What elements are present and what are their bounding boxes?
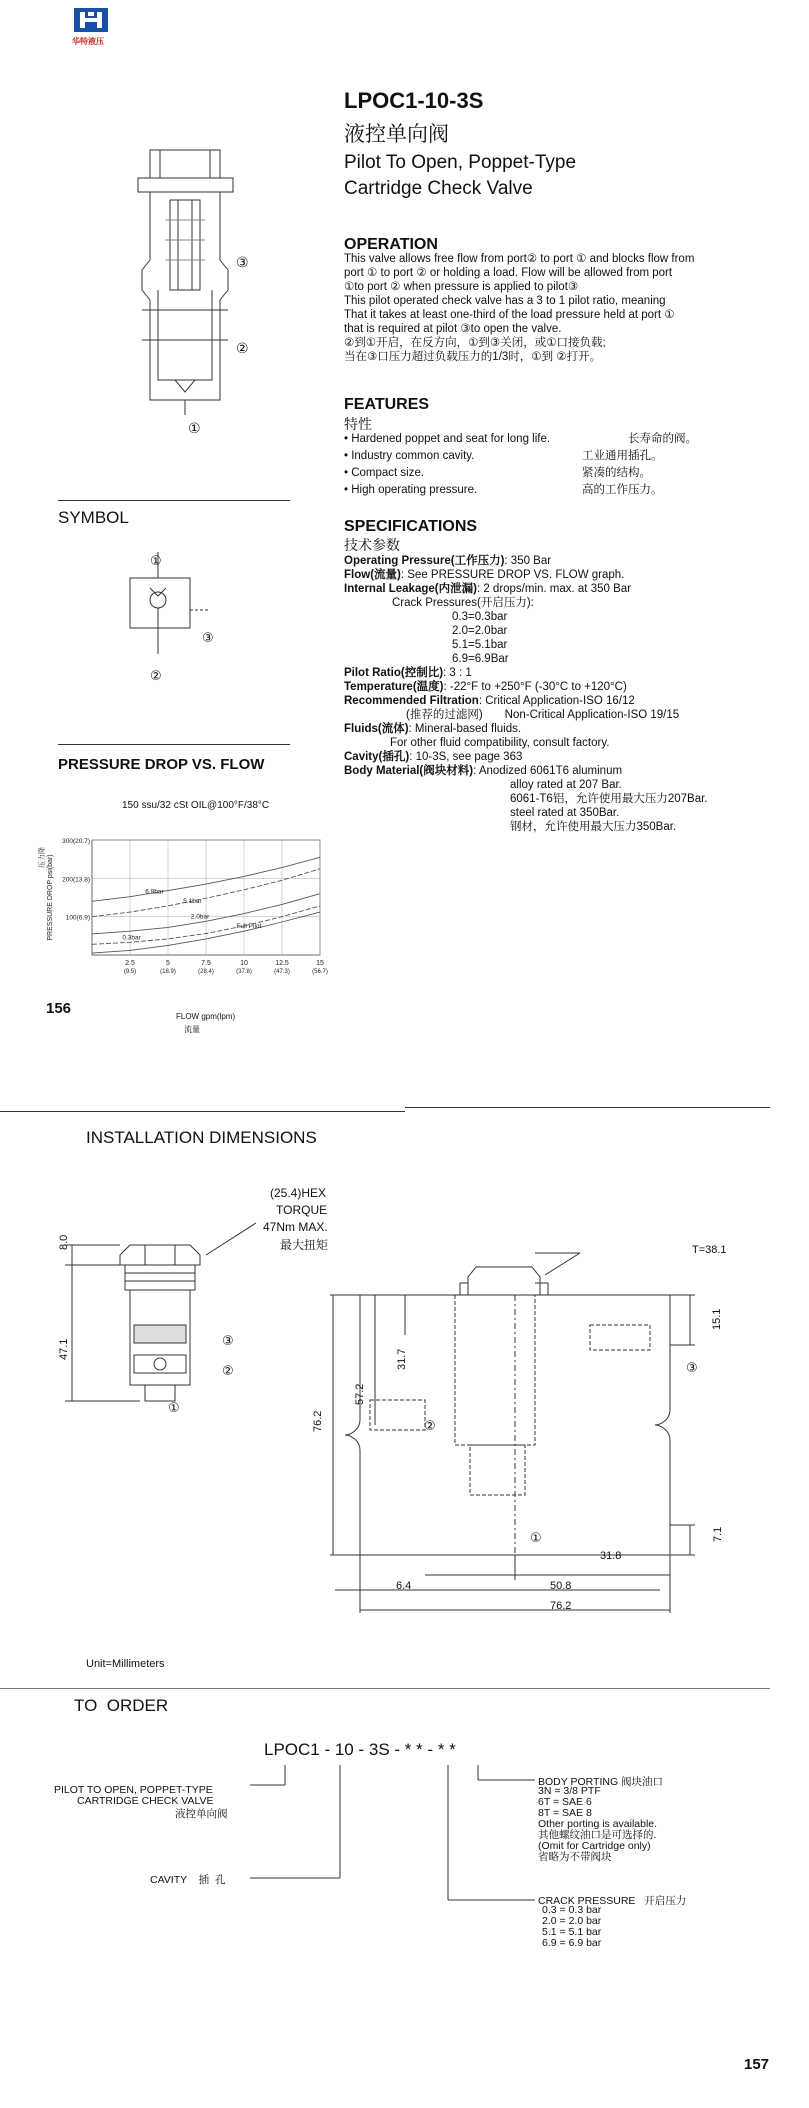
dim-76-h: 76.2 (550, 1600, 572, 1612)
y-tick-label: 200(13.8) (62, 876, 90, 884)
spec-label-cn: (插孔) (378, 751, 410, 763)
feature-cn: 紧凑的结构。 (582, 467, 651, 479)
feature-item (344, 432, 744, 449)
spec-label: Flow (344, 569, 371, 581)
torque-label: TORQUE (276, 1203, 328, 1217)
filtration-value: Non-Critical Application-ISO 19/15 (504, 709, 680, 721)
spec-label: Recommended Filtration (344, 695, 479, 707)
page-number-right: 157 (744, 2056, 770, 2073)
x-tick-sublabel: (9.5) (123, 969, 137, 975)
x-tick-label: 10 (240, 960, 248, 967)
operation-text (344, 252, 694, 364)
feature-item (344, 483, 744, 500)
crack-value: 0.3=0.3bar (452, 611, 508, 623)
unit-note: Unit=Millimeters (86, 1658, 165, 1670)
feature-cn: 长寿命的阀。 (628, 433, 697, 445)
x-tick-label: 12.5 (275, 960, 289, 967)
order-cavity: CAVITY 插 孔 (150, 1874, 226, 1886)
dim-47: 47.1 (58, 1338, 70, 1360)
dim-7: 7.1 (712, 1526, 724, 1542)
manifold-port-2: ② (424, 1418, 436, 1433)
body-line: steel rated at 350Bar. (510, 807, 620, 819)
spec-row (344, 666, 707, 680)
manifold-port-3: ③ (686, 1360, 698, 1375)
operation-line: ①to port ② when pressure is applied to pilot③ (344, 281, 579, 293)
spec-label: Body Material (344, 765, 420, 777)
logo-icon (74, 8, 108, 38)
spec-row (344, 554, 707, 568)
spec-value: : See PRESSURE DROP VS. FLOW graph. (400, 569, 625, 581)
symbol-port-3: ③ (202, 630, 214, 645)
body-porting-label: BODY PORTING 阀块油口 (538, 1776, 664, 1788)
operation-line: 当在③口压力超过负载压力的1/3时，①到 ②打开。 (344, 351, 602, 363)
feature-en: • Industry common cavity. (344, 450, 475, 462)
series-label: 0.3bar (122, 934, 141, 942)
specs-heading: SPECIFICATIONS (344, 518, 478, 535)
order-left-3: 液控单向阀 (175, 1808, 228, 1820)
manifold-drawing (320, 1235, 760, 1635)
dim-8: 8.0 (58, 1234, 70, 1250)
operation-line: that is required at pilot ③to open the valve. (344, 323, 562, 335)
dim-50-8: 50.8 (550, 1580, 572, 1592)
chart-subtitle: 150 ssu/32 cSt OIL@100°F/38°C (122, 800, 270, 811)
feature-cn: 高的工作压力。 (582, 484, 663, 496)
filtration-cn: (推荐的过滤网) (406, 709, 483, 721)
dim-t: T=38.1 (692, 1244, 727, 1256)
crack-value: 5.1=5.1bar (452, 639, 508, 651)
feature-en: • Hardened poppet and seat for long life. (344, 433, 551, 445)
porting-line: 3N = 3/8 PTF (538, 1785, 601, 1797)
spec-row (344, 680, 707, 694)
filtration-row (344, 708, 707, 722)
y-tick-label: 300(20.7) (62, 838, 90, 845)
chart-xlabel-cn: 流量 (184, 1025, 200, 1034)
feature-en: • Compact size. (344, 467, 425, 479)
symbol-heading: SYMBOL (58, 508, 129, 527)
symbol-rule (58, 500, 290, 501)
porting-line: Other porting is available. (538, 1818, 658, 1830)
x-tick-sublabel: (56.7) (312, 969, 328, 975)
spec-label-cn: (流量) (370, 569, 401, 581)
page-number-left: 156 (46, 1000, 72, 1017)
series-label: 6.9bar (145, 888, 164, 896)
torque-cn: 最大扭矩 (280, 1238, 329, 1252)
x-tick-sublabel: (18.9) (160, 969, 176, 975)
dim-31-7: 31.7 (396, 1348, 408, 1370)
feature-cn: 工业通用插孔。 (582, 450, 663, 462)
porting-line: 其他螺纹油口是可选择的. (538, 1829, 657, 1841)
spec-label: Cavity (344, 751, 379, 763)
product-name-cn: 液控单向阀 (344, 123, 449, 146)
cart-port-1: ① (168, 1400, 180, 1415)
manifold-port-1: ① (530, 1530, 542, 1545)
cartridge-drawing (50, 1215, 320, 1475)
y-tick-label: 100(6.9) (65, 914, 90, 922)
order-left-1: PILOT TO OPEN, POPPET-TYPE (54, 1784, 213, 1796)
crack-label: Crack Pressures(开启压力): (392, 597, 534, 609)
chart-ylabel-cn: 压力降 (39, 847, 46, 868)
body-line: 钢材，允许使用最大压力350Bar. (510, 821, 677, 833)
spec-row (344, 582, 707, 596)
x-tick-sublabel: (47.3) (274, 969, 290, 975)
spec-value: : -22°F to +250°F (-30°C to +120°C) (443, 681, 627, 693)
body-line: 6061-T6铝，允许使用最大压力207Bar. (510, 793, 708, 805)
cart-port-2: ② (222, 1363, 234, 1378)
series-label: 2.0bar (190, 913, 210, 921)
spec-label-cn: (控制比) (400, 667, 444, 679)
chart-rule (58, 744, 290, 745)
spec-value: : 3 : 1 (443, 667, 472, 679)
spec-label-cn: (流体) (377, 723, 409, 735)
chart-ylabel: PRESSURE DROP psi(bar) (47, 854, 54, 941)
crack-line: 0.3 = 0.3 bar (542, 1904, 602, 1916)
x-tick-label: 2.5 (125, 960, 135, 967)
product-name-en-2: Cartridge Check Valve (344, 178, 533, 199)
operation-line: port ① to port ② or holding a load. Flow will be allowed from port (344, 267, 673, 279)
dim-31-8: 31.8 (600, 1550, 622, 1562)
x-tick-sublabel: (37.8) (236, 969, 252, 975)
spec-label-cn: (温度) (412, 681, 444, 693)
spec-value: : Anodized 6061T6 aluminum (473, 765, 623, 777)
series-label: Full Pilot (236, 923, 262, 931)
page-divider-right (405, 1107, 770, 1108)
crack-list (542, 1905, 601, 1949)
dim-57: 57.2 (354, 1383, 366, 1405)
installation-heading: INSTALLATION DIMENSIONS (86, 1128, 317, 1147)
x-tick-sublabel: (28.4) (198, 969, 214, 975)
drawing-port-1: ① (188, 420, 201, 436)
chart-title: PRESSURE DROP VS. FLOW (58, 756, 265, 773)
x-tick-label: 15 (316, 960, 324, 967)
spec-label: Temperature (344, 681, 413, 693)
spec-label: Fluids (344, 723, 378, 735)
crack-value: 6.9=6.9Bar (452, 653, 509, 665)
order-rule (0, 1688, 770, 1689)
product-name-en-1: Pilot To Open, Poppet-Type (344, 152, 577, 173)
porting-line: 省略为不带阀块 (538, 1851, 612, 1863)
product-code: LPOC1-10-3S (344, 88, 484, 113)
spec-value: : 10-3S, see page 363 (409, 751, 523, 763)
drawing-port-3: ③ (236, 254, 249, 270)
spec-label: Internal Leakage (344, 583, 435, 595)
order-left-2: CARTRIDGE CHECK VALVE (77, 1795, 214, 1807)
order-code: LPOC1 - 10 - 3S - * * - * * (264, 1740, 456, 1759)
spec-value: : 2 drops/min. max. at 350 Bar (476, 583, 631, 595)
hex-label: (25.4)HEX (270, 1186, 327, 1200)
body-line: alloy rated at 207 Bar. (510, 779, 622, 791)
spec-row (344, 764, 707, 778)
spec-value: : Critical Application-ISO 16/12 (478, 695, 635, 707)
feature-item (344, 449, 744, 466)
spec-value: : Mineral-based fluids. (408, 723, 522, 735)
porting-line: 8T = SAE 8 (538, 1807, 592, 1819)
fluids-note: For other fluid compatibility, consult factory. (390, 737, 610, 749)
porting-list (538, 1786, 657, 1863)
order-leader-lines (230, 1760, 550, 1920)
drawing-port-2: ② (236, 340, 249, 356)
operation-line: This pilot operated check valve has a 3 to 1 pilot ratio, meaning (344, 295, 666, 307)
porting-line: 6T = SAE 6 (538, 1796, 592, 1808)
operation-line: This valve allows free flow from port② to port ① and blocks flow from (344, 253, 695, 265)
spec-label: Pilot Ratio (344, 667, 401, 679)
page-divider (0, 1111, 405, 1112)
torque-value: 47Nm MAX. (263, 1220, 328, 1234)
crack-line: 5.1 = 5.1 bar (542, 1926, 602, 1938)
spec-label-cn: (阀块材料) (419, 765, 474, 777)
company-logo (74, 8, 108, 38)
feature-item (344, 466, 744, 483)
crack-pressure-label: CRACK PRESSURE 开启压力 (538, 1895, 687, 1907)
operation-heading: OPERATION (344, 236, 438, 253)
features-heading: FEATURES (344, 396, 430, 413)
features-heading-cn: 特性 (344, 416, 372, 432)
spec-label: Operating Pressure (344, 555, 451, 567)
spec-row (344, 694, 707, 708)
dim-76-v: 76.2 (312, 1410, 324, 1432)
crack-line: 2.0 = 2.0 bar (542, 1915, 602, 1927)
specs-heading-cn: 技术参数 (344, 537, 400, 553)
symbol-port-1: ① (150, 553, 162, 568)
operation-line: ②到①开启，在反方向，①到③关闭，或①口接负载; (344, 337, 606, 349)
symbol-port-2: ② (150, 668, 162, 683)
order-heading: TO ORDER (74, 1696, 169, 1715)
x-tick-label: 7.5 (201, 960, 211, 967)
operation-line: That it takes at least one-third of the load pressure held at port ① (344, 309, 675, 321)
dim-6-4: 6.4 (396, 1580, 412, 1592)
crack-line: 6.9 = 6.9 bar (542, 1937, 602, 1949)
spec-label-cn: (内泄漏) (434, 583, 477, 595)
pressure-drop-chart (40, 820, 340, 1020)
spec-row (344, 750, 707, 764)
dim-15: 15.1 (711, 1308, 723, 1330)
spec-row (344, 568, 707, 582)
feature-en: • High operating pressure. (344, 484, 478, 496)
features-list (344, 432, 744, 500)
valve-section-drawing (120, 130, 280, 430)
spec-value: : 350 Bar (504, 555, 552, 567)
logo-text: 华特液压 (72, 37, 104, 46)
porting-line: (Omit for Cartridge only) (538, 1840, 651, 1852)
x-tick-label: 5 (166, 960, 170, 967)
specs-list (344, 554, 707, 834)
spec-label-cn: (工作压力) (450, 555, 505, 567)
crack-value: 2.0=2.0bar (452, 625, 508, 637)
spec-row (344, 722, 707, 736)
cart-port-3: ③ (222, 1333, 234, 1348)
chart-xlabel: FLOW gpm(lpm) (176, 1012, 236, 1021)
series-label: 5.1bar (183, 897, 202, 905)
